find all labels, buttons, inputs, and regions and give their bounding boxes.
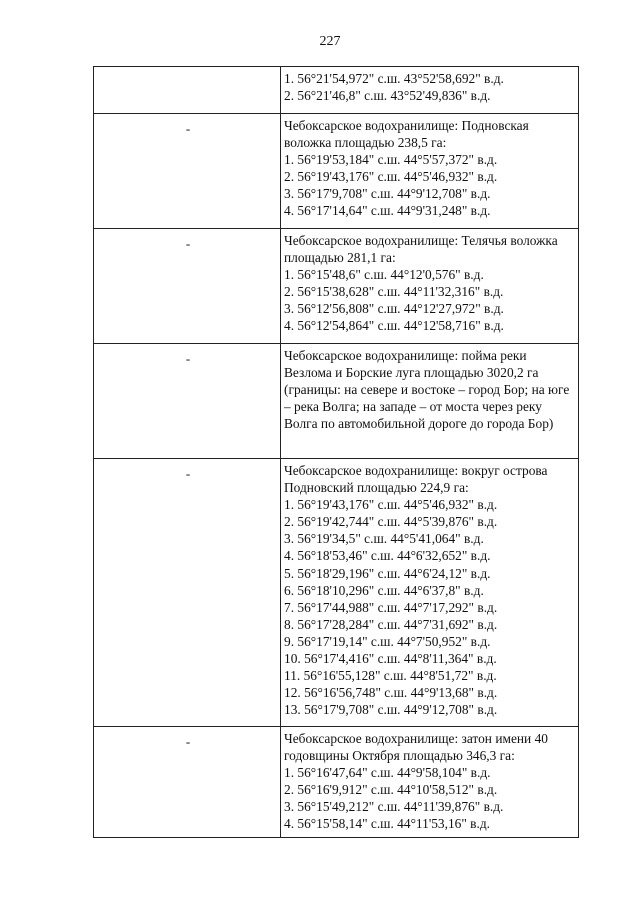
coordinate-line: 4. 56°17'14,64" с.ш. 44°9'31,248" в.д.: [284, 203, 491, 219]
coordinate-line: 2. 56°16'9,912" с.ш. 44°10'58,512" в.д.: [284, 782, 498, 798]
water-body-description: Чебоксарское водохранилище: вокруг острова Подновский площадью 224,9 га:: [284, 463, 548, 496]
coordinate-line: 8. 56°17'28,284" с.ш. 44°7'31,692" в.д.: [284, 616, 498, 632]
coordinate-line: 1. 56°16'47,64" с.ш. 44°9'58,104" в.д.: [284, 765, 491, 781]
coordinate-line: 6. 56°18'10,296" с.ш. 44°6'37,8" в.д.: [284, 582, 484, 598]
water-body-description: Чебоксарское водохранилище: Подновская воложка площадью 238,5 га:: [284, 118, 529, 151]
coordinate-line: 10. 56°17'4,416" с.ш. 44°8'11,364" в.д.: [284, 651, 497, 667]
coordinate-line: 5. 56°18'29,196" с.ш. 44°6'24,12" в.д.: [284, 565, 491, 581]
coordinate-line: 13. 56°17'9,708" с.ш. 44°9'12,708" в.д.: [284, 702, 498, 718]
coordinate-line: 3. 56°15'49,212" с.ш. 44°11'39,876" в.д.: [284, 799, 504, 815]
coordinate-line: 4. 56°15'58,14" с.ш. 44°11'53,16" в.д.: [284, 816, 491, 832]
table-row: [94, 67, 579, 114]
row-dash: [94, 67, 280, 73]
coordinate-line: 7. 56°17'44,988" с.ш. 44°7'17,292" в.д.: [284, 599, 498, 615]
page-number: 227: [319, 34, 341, 49]
row-description-cell: [281, 229, 579, 344]
coordinate-line: 2. 56°15'38,628" с.ш. 44°11'32,316" в.д.: [284, 284, 504, 300]
row-dash-cell: [94, 459, 281, 727]
coordinate-line: 2. 56°19'42,744" с.ш. 44°5'39,876" в.д.: [284, 514, 498, 530]
row-description-cell: [281, 727, 579, 838]
row-description-cell: [281, 459, 579, 727]
coordinate-line: 3. 56°17'9,708" с.ш. 44°9'12,708" в.д.: [284, 186, 491, 202]
water-body-description: Чебоксарское водохранилище: Телячья воложка площадью 281,1 га:: [284, 233, 558, 266]
row-dash-cell: [94, 229, 281, 344]
water-body-description: Чебоксарское водохранилище: затон имени 40 годовщины Октября площадью 346,3 га:: [284, 731, 548, 764]
coordinate-line: 1. 56°19'53,184" с.ш. 44°5'57,372" в.д.: [284, 152, 498, 168]
coordinate-line: 9. 56°17'19,14" с.ш. 44°7'50,952" в.д.: [284, 633, 491, 649]
coordinate-line: 3. 56°19'34,5" с.ш. 44°5'41,064" в.д.: [284, 531, 484, 547]
row-dash: -: [185, 351, 191, 366]
row-description-cell: [281, 114, 579, 229]
water-body-description: Чебоксарское водохранилище: пойма реки Везлома и Борские луга площадью 3020,2 га (границы: на севере и востоке – город Бор; на юге – река Волга; на западе – от моста через реку Волга по автомобильной дороге до города Бор): [284, 348, 570, 432]
table-row: [94, 727, 579, 838]
table-row: [94, 344, 579, 459]
coordinate-line: 12. 56°16'56,748" с.ш. 44°9'13,68" в.д.: [284, 685, 498, 701]
coordinate-line: 1. 56°21'54,972" с.ш. 43°52'58,692" в.д.: [284, 71, 504, 86]
coordinate-line: 4. 56°12'54,864" с.ш. 44°12'58,716" в.д.: [284, 318, 504, 334]
table-row: [94, 459, 579, 727]
row-dash-cell: [94, 114, 281, 229]
coordinate-line: 11. 56°16'55,128" с.ш. 44°8'51,72" в.д.: [284, 668, 497, 684]
territory-table: [93, 66, 579, 838]
row-dash: -: [185, 466, 191, 481]
coordinate-line: 2. 56°19'43,176" с.ш. 44°5'46,932" в.д.: [284, 169, 498, 185]
table-row: [94, 229, 579, 344]
row-dash: -: [185, 734, 191, 749]
row-dash: -: [185, 121, 191, 136]
row-dash-cell: [94, 67, 281, 114]
row-description-cell: [281, 67, 579, 114]
table-row: [94, 114, 579, 229]
coordinate-line: 1. 56°19'43,176" с.ш. 44°5'46,932" в.д.: [284, 497, 498, 513]
coordinate-line: 2. 56°21'46,8" с.ш. 43°52'49,836" в.д.: [284, 88, 491, 104]
row-dash-cell: [94, 344, 281, 459]
row-dash: -: [185, 236, 191, 251]
row-description-cell: [281, 344, 579, 459]
row-dash-cell: [94, 727, 281, 838]
coordinate-line: 3. 56°12'56,808" с.ш. 44°12'27,972" в.д.: [284, 301, 504, 317]
coordinate-line: 1. 56°15'48,6" с.ш. 44°12'0,576" в.д.: [284, 267, 484, 283]
coordinate-line: 4. 56°18'53,46" с.ш. 44°6'32,652" в.д.: [284, 548, 491, 564]
